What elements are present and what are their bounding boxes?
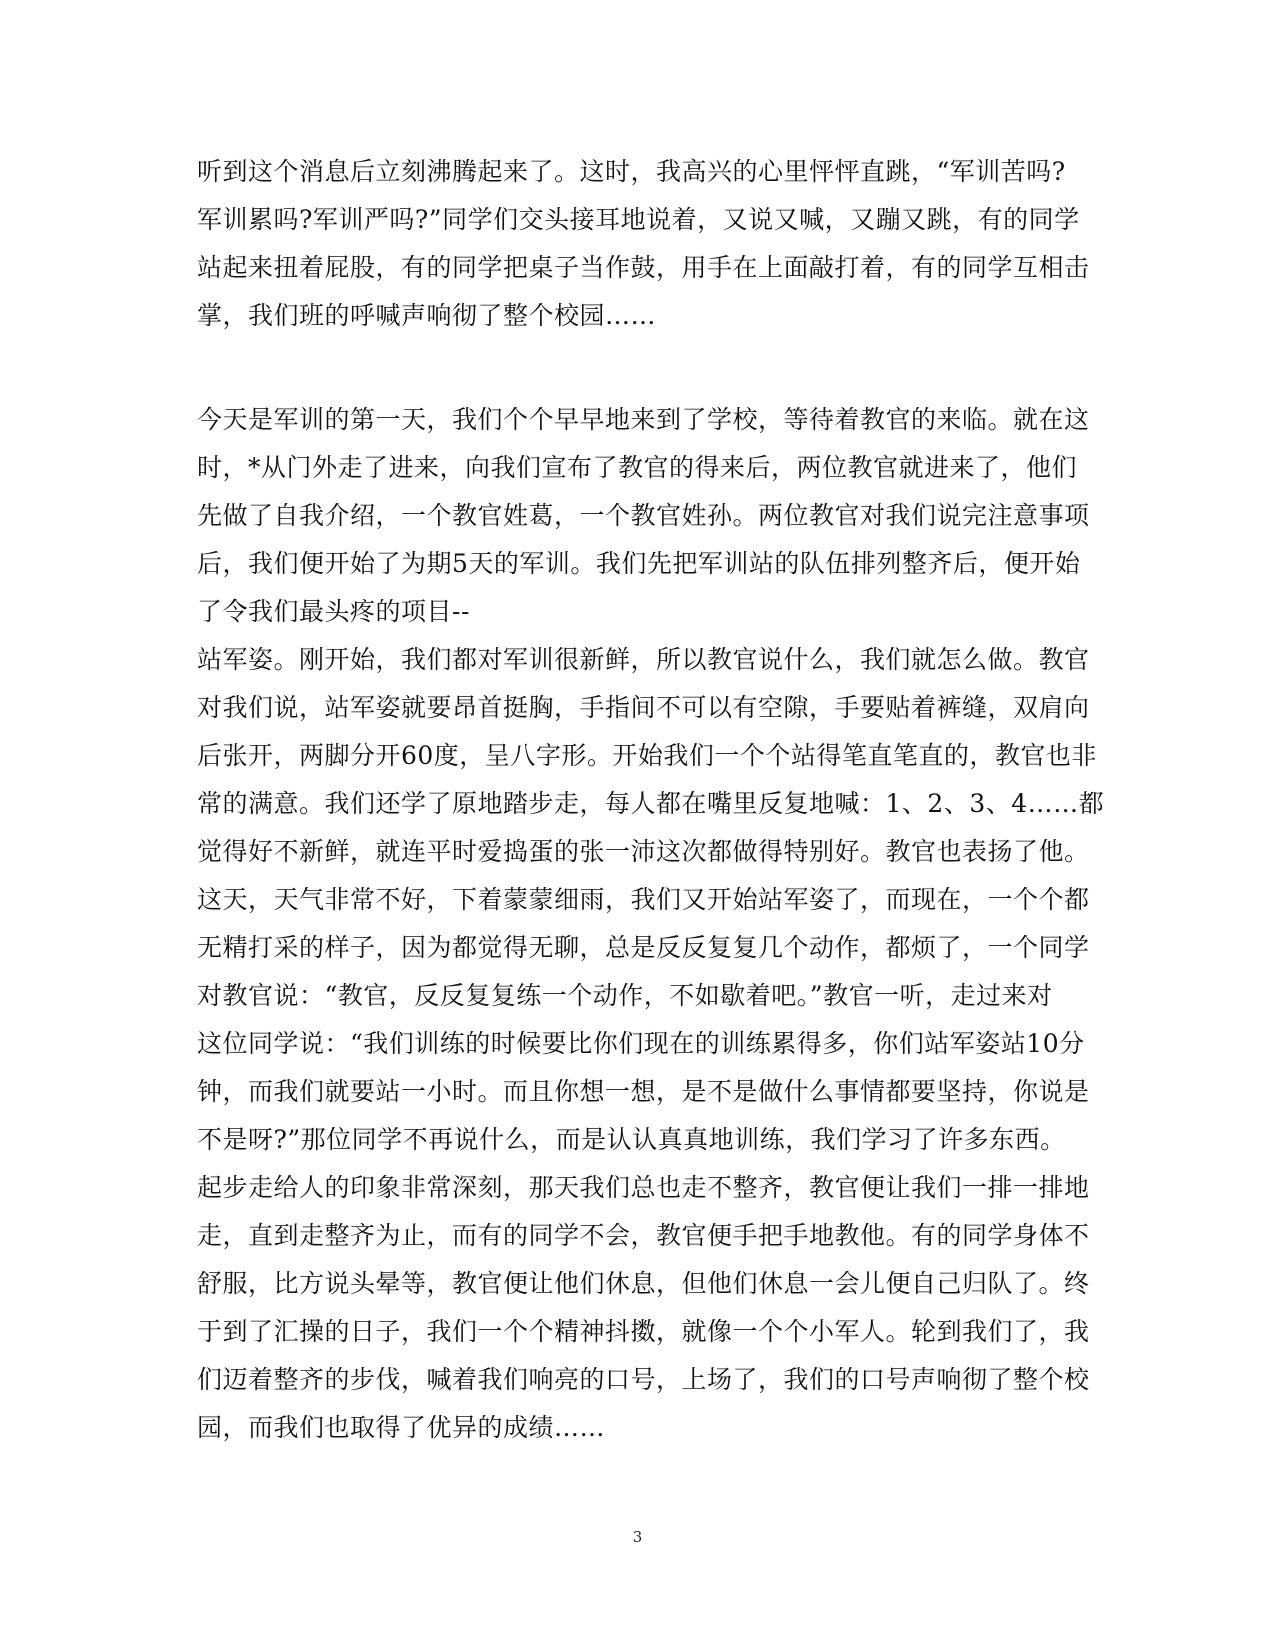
text-line: 园，而我们也取得了优异的成绩…… bbox=[197, 1413, 606, 1442]
text-line: 舒服，比方说头晕等，教官便让他们休息，但他们休息一会儿便自己归队了。终 bbox=[197, 1269, 1090, 1298]
text-line: 先做了自我介绍，一个教官姓葛，一个教官姓孙。两位教官对我们说完注意事项 bbox=[197, 501, 1090, 530]
text-line: 于到了汇操的日子，我们一个个精神抖擞，就像一个个小军人。轮到我们了，我 bbox=[197, 1317, 1090, 1346]
text-line: 常的满意。我们还学了原地踏步走，每人都在嘴里反复地喊：1、2、3、4……都 bbox=[197, 789, 1105, 818]
text-line: 钟，而我们就要站一小时。而且你想一想，是不是做什么事情都要坚持，你说是 bbox=[197, 1077, 1090, 1106]
text-line: 这位同学说：“我们训练的时候要比你们现在的训练累得多，你们站军姿站10分 bbox=[197, 1029, 1085, 1058]
text-line: 站军姿。刚开始，我们都对军训很新鲜，所以教官说什么，我们就怎么做。教官 bbox=[197, 645, 1090, 674]
text-line: 无精打采的样子，因为都觉得无聊，总是反反复复几个动作，都烦了，一个同学 bbox=[197, 933, 1090, 962]
text-line: 不是呀?”那位同学不再说什么，而是认认真真地训练，我们学习了许多东西。 bbox=[197, 1125, 1066, 1154]
text-line: 起步走给人的印象非常深刻，那天我们总也走不整齐，教官便让我们一排一排地 bbox=[197, 1173, 1090, 1202]
text-line: 觉得好不新鲜，就连平时爱捣蛋的张一沛这次都做得特别好。教官也表扬了他。 bbox=[197, 837, 1090, 866]
text-line: 这天，天气非常不好，下着蒙蒙细雨，我们又开始站军姿了，而现在，一个个都 bbox=[197, 885, 1090, 914]
text-line: 了令我们最头疼的项目-- bbox=[197, 597, 470, 626]
text-line: 军训累吗?军训严吗?”同学们交头接耳地说着，又说又喊，又蹦又跳，有的同学 bbox=[197, 205, 1080, 234]
text-line: 掌，我们班的呼喊声响彻了整个校园…… bbox=[197, 301, 657, 330]
text-line: 对我们说，站军姿就要昂首挺胸，手指间不可以有空隙，手要贴着裤缝，双肩向 bbox=[197, 693, 1090, 722]
text-line: 们迈着整齐的步伐，喊着我们响亮的口号，上场了，我们的口号声响彻了整个校 bbox=[197, 1365, 1090, 1394]
text-line: 今天是军训的第一天，我们个个早早地来到了学校，等待着教官的来临。就在这 bbox=[197, 405, 1090, 434]
text-line: 时，*从门外走了进来，向我们宣布了教官的得来后，两位教官就进来了，他们 bbox=[197, 453, 1078, 482]
text-line: 后张开，两脚分开60度，呈八字形。开始我们一个个站得笔直笔直的，教官也非 bbox=[197, 741, 1097, 770]
text-line: 对教官说：“教官，反反复复练一个动作，不如歇着吧。”教官一听，走过来对 bbox=[197, 981, 1053, 1010]
text-line: 站起来扭着屁股，有的同学把桌子当作鼓，用手在上面敲打着，有的同学互相击 bbox=[197, 253, 1090, 282]
text-line: 听到这个消息后立刻沸腾起来了。这时，我高兴的心里怦怦直跳，“军训苦吗? bbox=[197, 157, 1066, 186]
page-number: 3 bbox=[632, 1528, 643, 1546]
text-line: 走，直到走整齐为止，而有的同学不会，教官便手把手地教他。有的同学身体不 bbox=[197, 1221, 1090, 1250]
text-line: 后，我们便开始了为期5天的军训。我们先把军训站的队伍排列整齐后，便开始 bbox=[197, 549, 1081, 578]
